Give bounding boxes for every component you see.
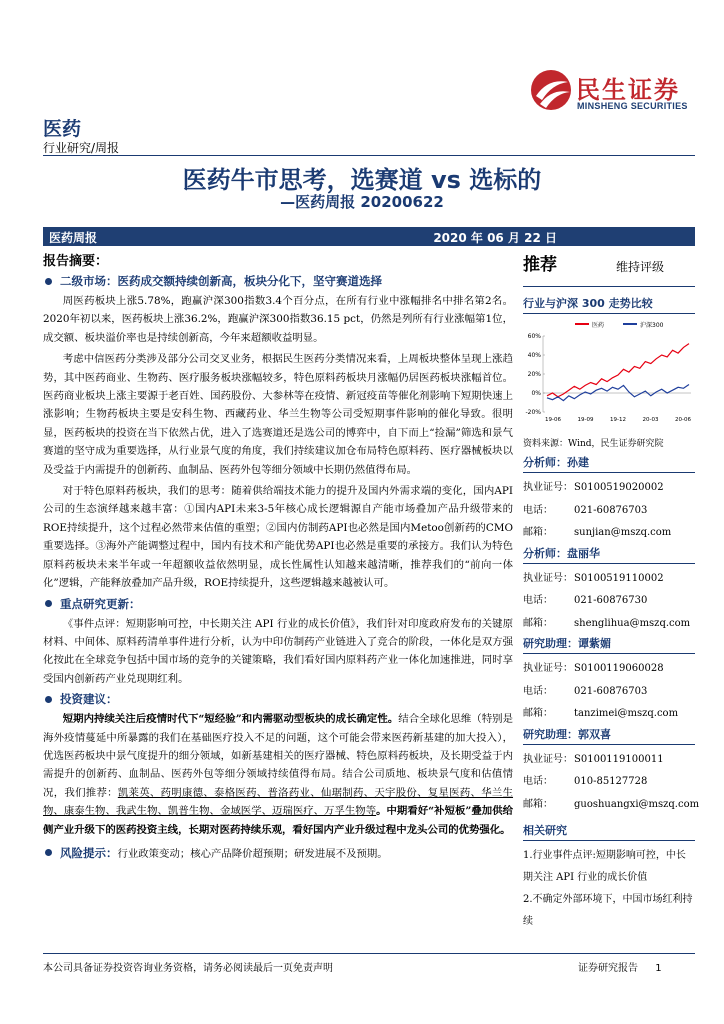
chart-title: 行业与沪深 300 走势比较	[523, 295, 695, 314]
x-tick-label: 19-06	[545, 417, 561, 423]
x-tick-label: 20-06	[675, 417, 691, 423]
bullet-dot-icon	[45, 849, 52, 856]
series-line	[547, 385, 689, 401]
analyst-title: 分析师：盘丽华	[523, 545, 695, 564]
related-title: 相关研究	[523, 822, 695, 841]
side-column	[523, 250, 700, 933]
footer-meta	[578, 959, 662, 974]
bullet-advice-title: 投资建议：	[60, 692, 118, 707]
advice-bold-lead: 短期内持续关注后疫情时代下“短经验”和内需驱动型板块的成长确定性。	[62, 713, 399, 726]
analyst-email-row	[523, 794, 700, 817]
email-address[interactable]: shenglihua@mszq.com	[574, 617, 691, 629]
x-tick-label: 19-12	[610, 417, 626, 423]
analyst-cert-row	[523, 568, 695, 591]
advice-stocks: 凯莱英、药明康德、泰格医药、普洛药业、仙琚制药、天宇股份、复星医药、华兰生物、康泰生物、我武生物、凯普生物、金域医学、迈瑞医疗、万孚生物等	[43, 786, 514, 818]
y-tick-label: 60%	[527, 333, 541, 340]
bullet-dot-icon	[45, 600, 52, 607]
y-tick-label: 20%	[527, 371, 541, 378]
advice-text: 结合全球化思维（特别是海外疫情蔓延中所暴露的我们在基础医疗投入不足的问题，这个可能会带来医药新基建的加大投入），优选医药板块中景气度提升的细分领域，如新基建相关的医疗器械、特色原料药板块，及长期受益于内需提升的创新药、血制品、医药外包等细分领域持续值得布局。结合公司质地、板块景气度和估值情况，我们推荐：	[43, 713, 514, 799]
cert-number: S0100119060028	[574, 663, 664, 674]
summary-column	[43, 250, 513, 864]
analyst-phone-row	[523, 681, 695, 704]
analyst-block	[523, 454, 695, 545]
cert-number: S0100519110002	[574, 572, 664, 584]
phone-number: 021-60876703	[574, 504, 648, 516]
legend-label: 医药	[592, 322, 605, 329]
rating-status: 维持评级	[616, 260, 665, 274]
footer-divider	[43, 953, 695, 954]
sector-label: 医药	[43, 118, 82, 140]
header-divider	[43, 155, 695, 156]
analyst-block	[523, 726, 700, 817]
analyst-phone-row	[523, 771, 695, 794]
report-date: 2020 年 06 月 22 日	[433, 231, 557, 245]
analyst-title: 研究助理：郭双喜	[523, 726, 695, 745]
analyst-block	[523, 635, 695, 726]
bullet-dot-icon	[45, 278, 52, 285]
footer-disclaimer: 本公司具备证券投资咨询业务资格，请务必阅读最后一页免责声明	[43, 963, 333, 974]
footer-label: 证券研究报告	[578, 963, 638, 974]
phone-label: 电话：	[523, 685, 553, 697]
y-tick-label: 40%	[527, 352, 541, 359]
bullet-market-title: 二级市场：医药成交额持续创新高，板块分化下，坚守赛道选择	[60, 274, 382, 288]
related-item[interactable]: 1.行业事件点评:短期影响可控，中长期关注 API 行业的成长价值	[523, 850, 686, 883]
page-number: 1	[655, 963, 662, 974]
email-label: 邮箱：	[523, 798, 553, 810]
analyst-cert-row	[523, 658, 695, 681]
research-paragraph: 《事件点评：短期影响可控，中长期关注 API 行业的成长价值》，我们针对印度政府发布的关键原材料、中间体、原料药清单事件进行分析，认为中印仿制药产业链进入了竞合的阶段，一体化是双方强化按此在全球竞争包括中国市场的竞争的关键策略，我们看好国内原料药产业一体化加速推进，同时享受国内创新药产业兑现期红利。	[43, 617, 513, 685]
analyst-title: 研究助理：谭紫媚	[523, 635, 695, 654]
risk-text: 行业政策变动；核心产品降价超预期；研发进展不及预期。	[117, 848, 388, 861]
bullet-risk	[43, 845, 513, 861]
bullet-market	[43, 273, 513, 289]
brand-name-cn: 民生证券	[576, 76, 680, 104]
analyst-cert-row	[523, 477, 695, 500]
analyst-cert-row	[523, 749, 695, 772]
report-title: 医药牛市思考，选赛道 vs 选标的	[182, 166, 542, 194]
bullet-dot-icon	[45, 696, 52, 703]
market-paragraph-3: 对于特色原料药板块，我们的思考：随着供给端技术能力的提升及国内外需求端的变化，国内API公司的生态演绎越来越丰富：①国内API未来3-5年核心成长逻辑源自产能市场叠加产品升级带来的ROE持续提升，这个过程必然带来估值的重塑；②国内仿制药API也必然是国内Metoo创新药的CMO重要选择。③海外产能调整过程中，国内有技术和产能优势API也必然是重要的承接方。我们认为特色原料药板块未来半年或一年超额收益依然明显，成长性属性认知越来越清晰，推荐我们的“前向一体化”逻辑，产能释放叠加产品升级，ROE持续提升，这些逻辑越来越被认可。	[43, 485, 513, 590]
report-bar	[43, 227, 695, 246]
x-tick-label: 19-09	[577, 417, 594, 423]
phone-label: 电话：	[523, 504, 553, 516]
bullet-advice	[43, 691, 513, 707]
phone-number: 010-85127728	[574, 776, 648, 787]
y-tick-label: -20%	[525, 409, 541, 416]
market-paragraph-1: 周医药板块上涨5.78%，跑赢沪深300指数3.4个百分点，在所有行业中涨幅排名中排名第2名。2020年初以来，医药板块上涨36.2%，跑赢沪深300指数36.15 pct，仍然是列所有行业涨幅第1位，成交额、板块溢价率也是持续创新高，今年来超额收益明显。	[43, 295, 513, 344]
performance-chart	[523, 318, 695, 428]
y-tick-label: 0%	[531, 390, 541, 397]
analyst-phone-row	[523, 500, 695, 523]
cert-label: 执业证号：	[523, 482, 573, 493]
brand-name-en: MINSHENG SECURITIES	[577, 101, 688, 111]
analyst-block	[523, 545, 695, 636]
report-subtitle: —医药周报 20200622	[280, 193, 444, 211]
phone-label: 电话：	[523, 776, 553, 787]
cert-label: 执业证号：	[523, 663, 573, 674]
email-label: 邮箱：	[523, 527, 553, 538]
bullet-risk-title: 风险提示：	[60, 845, 118, 860]
email-label: 邮箱：	[523, 708, 553, 719]
legend-label: 沪深300	[640, 322, 664, 329]
phone-label: 电话：	[523, 595, 553, 606]
phone-number: 021-60876730	[574, 595, 648, 606]
bar-report-name: 医药周报	[49, 231, 98, 245]
rating-divider	[523, 286, 695, 287]
bullet-research-title: 重点研究更新：	[60, 596, 141, 611]
advice-bold-tail: 。中期看好“补短板”叠加供给侧产业升级下的医药投资主线，长期对医药持续乐观，看好国内产业升级过程中龙头公司的优势强化。	[43, 805, 513, 836]
email-address[interactable]: tanzimei@mszq.com	[574, 708, 679, 719]
cert-label: 执业证号：	[523, 753, 573, 765]
analyst-email-row	[523, 613, 695, 636]
analyst-title: 分析师：孙建	[523, 454, 695, 473]
related-item[interactable]: 2.不确定外部环境下，中国市场红利持续	[523, 894, 693, 927]
cert-number: S0100519020002	[574, 482, 664, 493]
email-address[interactable]: sunjian@mszq.com	[574, 527, 672, 538]
analyst-phone-row	[523, 590, 695, 613]
bullet-research	[43, 596, 513, 612]
chart-source: 资料来源：Wind，民生证券研究院	[523, 439, 664, 449]
x-tick-label: 20-03	[642, 417, 659, 423]
cert-label: 执业证号：	[523, 572, 573, 584]
logo-swirl-icon	[531, 70, 571, 110]
market-paragraph-2: 考虑中信医药分类涉及部分公司交叉业务，根据民生医药分类情况来看，上周板块整体呈现上涨趋势，其中医药商业、生物药、医疗服务板块涨幅较多，特色原料药板块月涨幅仍居医药板块涨幅首位。医药商业板块上涨主要源于老百姓、国药股份、大参林等在疫情、新冠疫苗等催化剂影响下短期快速上涨影响；生物药板块主要是安科生物、西藏药业、华兰生物等公司受短期事件影响的催化导致。很明显，医药板块的投资在当下依然占优，进入了选赛道还是选公司的博弈中，自下而上“捡漏”筛选和景气赛道的坚守成为重要选择，从行业景气度的角度，我们持续建议加仓布局特色原料药、医疗器械板块以及受益于内需提升的创新药、血制品、医药外包等细分领域中长期仍然值得布局。	[43, 353, 513, 476]
analyst-email-row	[523, 703, 695, 726]
phone-number: 021-60876703	[574, 685, 648, 697]
email-address[interactable]: guoshuangxi@mszq.com	[574, 798, 700, 810]
report-type: 行业研究/周报	[43, 141, 120, 155]
analyst-list	[523, 454, 700, 816]
rating-recommend: 推荐	[523, 255, 557, 275]
summary-heading: 报告摘要：	[43, 254, 109, 269]
cert-number: S0100119100011	[574, 753, 664, 765]
analyst-email-row	[523, 522, 695, 545]
advice-paragraph	[43, 710, 513, 839]
email-label: 邮箱：	[523, 617, 553, 629]
